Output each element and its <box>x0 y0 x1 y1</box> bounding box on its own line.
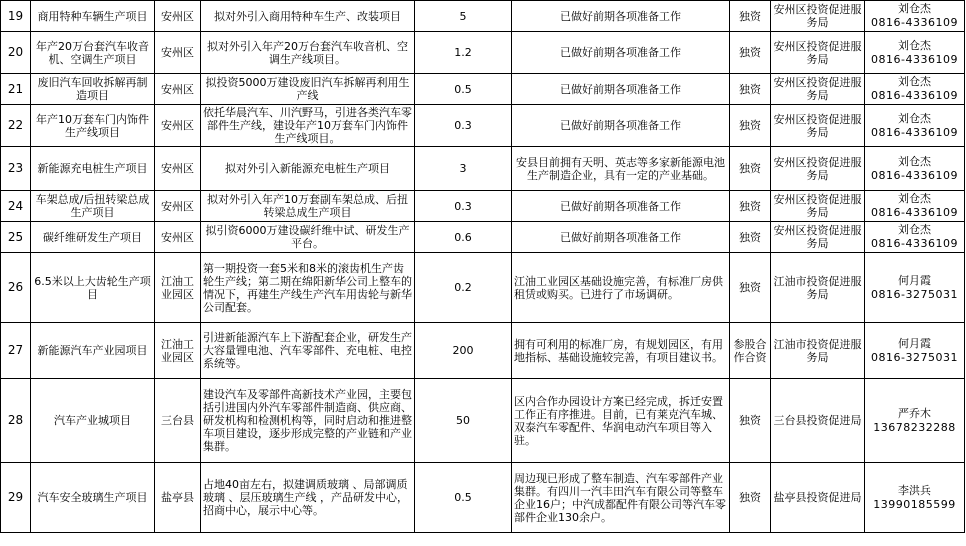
contact-phone: 0816-4336109 <box>871 168 958 182</box>
project-conditions: 江油工业园区基础设施完善，有标准厂房供租赁或购买。已进行了市场调研。 <box>512 253 730 323</box>
contact-phone: 0816-4336109 <box>871 206 958 219</box>
contact-cell <box>865 191 965 222</box>
row-number: 27 <box>1 323 31 379</box>
contact-department: 安州区投资促进服务局 <box>771 1 865 32</box>
cooperation-mode: 独资 <box>730 379 771 463</box>
contact-name: 刘仓杰 <box>898 154 931 168</box>
project-content: 依托华晨汽车、川汽野马，引进各类汽车零部件生产线，建设年产10万套车门内饰件生产线项目。 <box>201 105 415 147</box>
contact-department: 三台县投资促进局 <box>771 379 865 463</box>
project-name: 新能源汽车产业园项目 <box>31 323 155 379</box>
contact-phone: 0816-4336109 <box>871 125 958 139</box>
contact-phone: 0816-3275031 <box>871 350 958 364</box>
project-area: 安州区 <box>155 32 201 74</box>
project-name: 年产20万台套汽车收音机、空调生产项目 <box>31 32 155 74</box>
project-area: 江油工业园区 <box>155 323 201 379</box>
investment-amount: 0.3 <box>415 105 512 147</box>
contact-cell <box>865 105 965 147</box>
project-content: 拟对外引入商用特种车生产、改装项目 <box>201 1 415 32</box>
table-row <box>1 74 965 105</box>
contact-cell <box>865 32 965 74</box>
row-number: 21 <box>1 74 31 105</box>
project-content: 拟投资5000万建设废旧汽车拆解再利用生产线 <box>201 74 415 105</box>
project-name: 汽车产业城项目 <box>31 379 155 463</box>
row-number: 20 <box>1 32 31 74</box>
table-row <box>1 253 965 323</box>
table-row <box>1 105 965 147</box>
contact-cell <box>865 222 965 253</box>
project-area: 安州区 <box>155 105 201 147</box>
project-name: 新能源充电桩生产项目 <box>31 147 155 191</box>
project-area: 江油工业园区 <box>155 253 201 323</box>
table-row <box>1 222 965 253</box>
investment-amount: 0.5 <box>415 74 512 105</box>
project-content: 占地40亩左右，拟建调质玻璃 、局部调质玻璃 、层压玻璃生产线 ，产品研发中心，招商中心，展示中心等。 <box>201 463 415 533</box>
contact-name: 刘仓杰 <box>898 111 931 125</box>
row-number: 25 <box>1 222 31 253</box>
contact-department: 江油市投资促进服务局 <box>771 323 865 379</box>
project-name: 6.5米以上大齿轮生产项目 <box>31 253 155 323</box>
cooperation-mode: 独资 <box>730 253 771 323</box>
project-conditions: 周边现已形成了整车制造、汽车零部件产业集群。有四川一汽丰田汽车有限公司等整车企业16户；中汽成都配件有限公司等汽车零部件企业130余户。 <box>512 463 730 533</box>
table-row <box>1 191 965 222</box>
cooperation-mode: 独资 <box>730 1 771 32</box>
project-conditions: 已做好前期各项准备工作 <box>512 74 730 105</box>
contact-cell <box>865 147 965 191</box>
contact-name: 刘仓杰 <box>898 2 931 15</box>
investment-amount: 5 <box>415 1 512 32</box>
contact-cell <box>865 379 965 463</box>
contact-phone: 0816-4336109 <box>871 16 958 29</box>
contact-name: 刘仓杰 <box>898 223 931 236</box>
table-row <box>1 379 965 463</box>
table-row <box>1 463 965 533</box>
contact-name: 何月霞 <box>898 273 931 287</box>
cooperation-mode: 独资 <box>730 147 771 191</box>
contact-department: 江油市投资促进服务局 <box>771 253 865 323</box>
project-area: 安州区 <box>155 74 201 105</box>
table-row <box>1 323 965 379</box>
project-conditions: 拥有可利用的标准厂房，有规划园区，有用地指标、基础设施较完善，有项目建议书。 <box>512 323 730 379</box>
row-number: 24 <box>1 191 31 222</box>
contact-cell <box>865 74 965 105</box>
investment-amount: 50 <box>415 379 512 463</box>
contact-name: 刘仓杰 <box>898 75 931 88</box>
contact-phone: 0816-4336109 <box>871 89 958 102</box>
cooperation-mode: 独资 <box>730 74 771 105</box>
cooperation-mode: 独资 <box>730 222 771 253</box>
contact-department: 安州区投资促进服务局 <box>771 147 865 191</box>
contact-department: 安州区投资促进服务局 <box>771 74 865 105</box>
contact-department: 安州区投资促进服务局 <box>771 191 865 222</box>
contact-cell <box>865 1 965 32</box>
contact-name: 严乔木 <box>898 406 931 420</box>
project-name: 废旧汽车回收拆解再制造项目 <box>31 74 155 105</box>
contact-name: 刘仓杰 <box>898 192 931 205</box>
table-row <box>1 1 965 32</box>
contact-phone: 0816-4336109 <box>871 52 958 66</box>
row-number: 28 <box>1 379 31 463</box>
table-row <box>1 32 965 74</box>
contact-cell <box>865 463 965 533</box>
table-row <box>1 147 965 191</box>
investment-amount: 0.5 <box>415 463 512 533</box>
contact-department: 安州区投资促进服务局 <box>771 32 865 74</box>
project-area: 安州区 <box>155 147 201 191</box>
contact-name: 何月霞 <box>898 336 931 350</box>
project-content: 拟对外引入新能源充电桩生产项目 <box>201 147 415 191</box>
contact-name: 刘仓杰 <box>898 38 931 52</box>
investment-amount: 0.3 <box>415 191 512 222</box>
project-area: 安州区 <box>155 191 201 222</box>
cooperation-mode: 独资 <box>730 463 771 533</box>
investment-amount: 0.2 <box>415 253 512 323</box>
project-content: 第一期投资一套5米和8米的滚齿机生产齿轮生产线；第二期在绵阳新华公司上整车的情况下，再建生产线生产汽车用齿轮与新华公司配套。 <box>201 253 415 323</box>
cooperation-mode: 独资 <box>730 105 771 147</box>
project-name: 商用特种车辆生产项目 <box>31 1 155 32</box>
row-number: 26 <box>1 253 31 323</box>
contact-cell <box>865 253 965 323</box>
investment-amount: 0.6 <box>415 222 512 253</box>
cooperation-mode: 参股合作合资 <box>730 323 771 379</box>
project-content: 拟对外引入年产10万套副车架总成、后扭转梁总成生产项目 <box>201 191 415 222</box>
project-conditions: 安县目前拥有天明、英志等多家新能源电池生产制造企业，具有一定的产业基础。 <box>512 147 730 191</box>
contact-name: 李洪兵 <box>898 483 931 497</box>
table-body <box>1 1 965 533</box>
project-conditions: 已做好前期各项准备工作 <box>512 191 730 222</box>
cooperation-mode: 独资 <box>730 32 771 74</box>
project-conditions: 已做好前期各项准备工作 <box>512 222 730 253</box>
investment-amount: 200 <box>415 323 512 379</box>
project-conditions: 已做好前期各项准备工作 <box>512 1 730 32</box>
contact-department: 安州区投资促进服务局 <box>771 222 865 253</box>
contact-phone: 0816-4336109 <box>871 237 958 250</box>
project-name: 车架总成/后扭转梁总成生产项目 <box>31 191 155 222</box>
row-number: 29 <box>1 463 31 533</box>
project-name: 汽车安全玻璃生产项目 <box>31 463 155 533</box>
project-conditions: 已做好前期各项准备工作 <box>512 105 730 147</box>
contact-phone: 13990185599 <box>873 497 956 511</box>
row-number: 22 <box>1 105 31 147</box>
project-content: 拟引资6000万建设碳纤维中试、研发生产平台。 <box>201 222 415 253</box>
contact-cell <box>865 323 965 379</box>
project-content: 建设汽车及零部件高新技术产业园，主要包括引进国内外汽车零部件制造商、供应商、研发机构和检测机构等，同时启动和推进整车项目建设，逐步形成完整的产业链和产业集群。 <box>201 379 415 463</box>
project-area: 安州区 <box>155 1 201 32</box>
investment-amount: 1.2 <box>415 32 512 74</box>
contact-department: 盐亭县投资促进局 <box>771 463 865 533</box>
cooperation-mode: 独资 <box>730 191 771 222</box>
project-name: 碳纤维研发生产项目 <box>31 222 155 253</box>
investment-amount: 3 <box>415 147 512 191</box>
row-number: 19 <box>1 1 31 32</box>
contact-phone: 13678232288 <box>873 420 956 434</box>
project-area: 三台县 <box>155 379 201 463</box>
project-conditions: 已做好前期各项准备工作 <box>512 32 730 74</box>
row-number: 23 <box>1 147 31 191</box>
project-area: 安州区 <box>155 222 201 253</box>
project-content: 引进新能源汽车上下游配套企业，研发生产大容量锂电池、汽车零部件、充电桩、电控系统等。 <box>201 323 415 379</box>
contact-phone: 0816-3275031 <box>871 287 958 301</box>
project-area: 盐亭县 <box>155 463 201 533</box>
contact-department: 安州区投资促进服务局 <box>771 105 865 147</box>
project-name: 年产10万套车门内饰件生产线项目 <box>31 105 155 147</box>
project-conditions: 区内合作办园设计方案已经完成，拆迁安置工作正有序推进。目前，已有莱克汽车城、双泰汽车零配件、华润电动汽车项目等入驻。 <box>512 379 730 463</box>
project-content: 拟对外引入年产20万台套汽车收音机、空调生产线项目。 <box>201 32 415 74</box>
